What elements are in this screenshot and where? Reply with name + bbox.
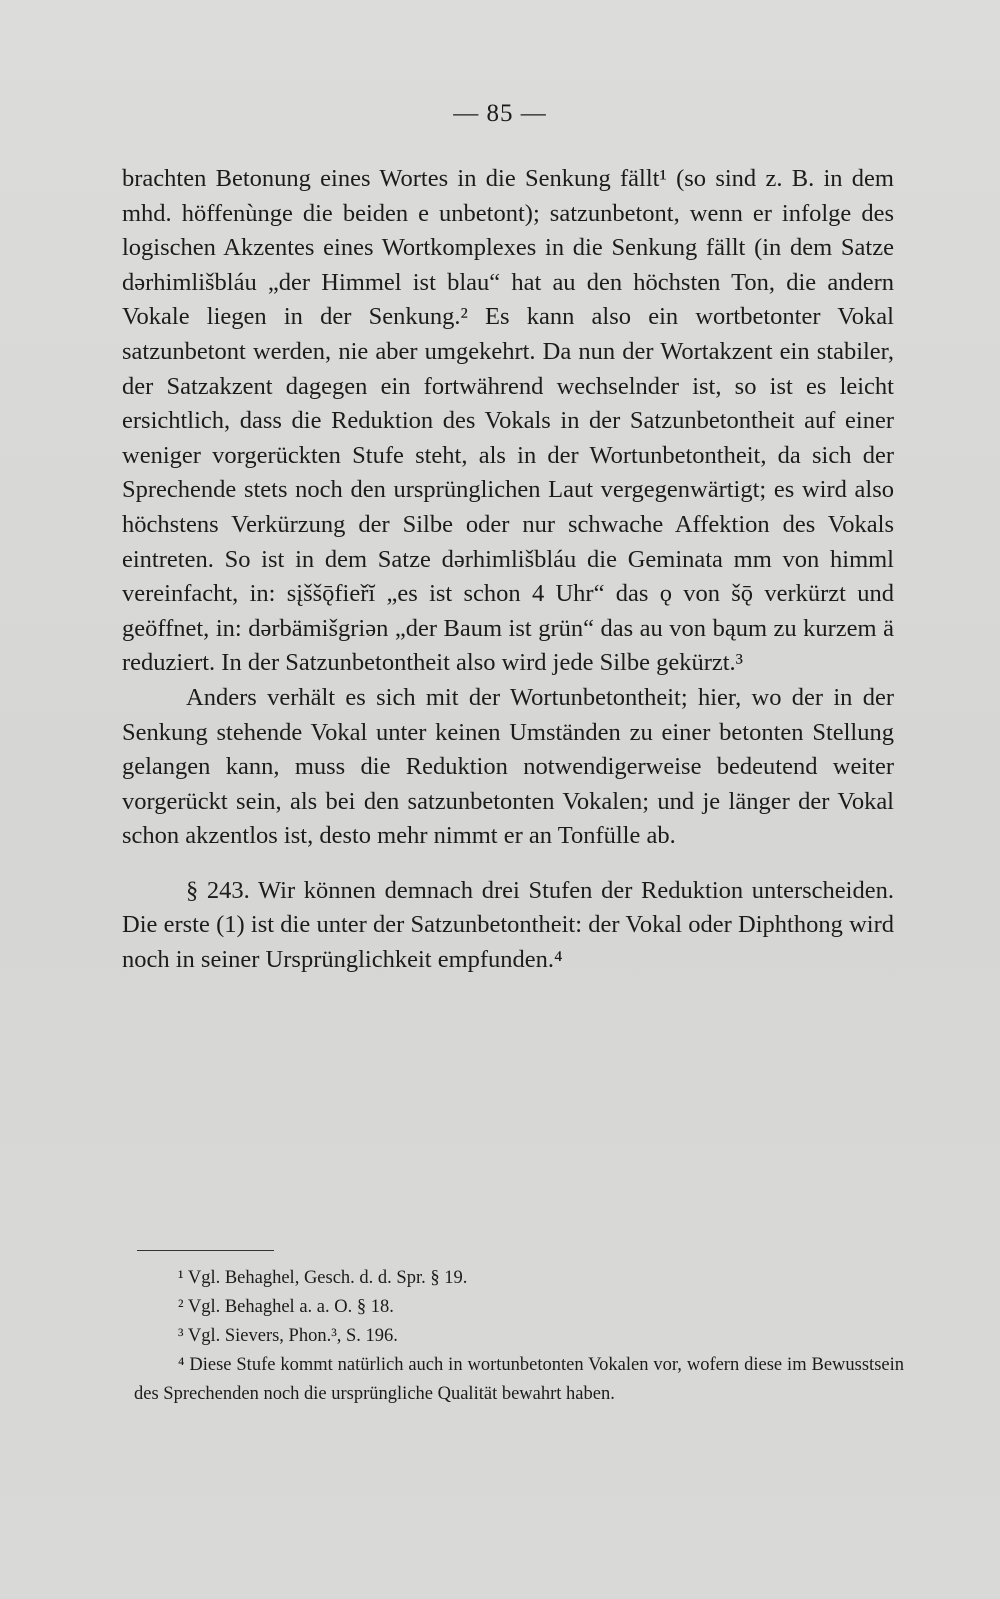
footnotes bbox=[134, 1264, 904, 1409]
paragraph-wortunbetontheit: Anders verhält es sich mit der Wortunbetontheit; hier, wo der in der Senkung stehende Vokal unter keinen Umständen zu einer betonten Stellung gelangen kann, muss die Reduktion notwendigerweise bedeutend weiter vorgerückt sein, als bei den satzunbetonten Vokalen; und je länger der Vokal schon akzentlos ist, desto mehr nimmt er an Tonfülle ab. bbox=[122, 683, 894, 850]
footnote-2: ² Vgl. Behaghel a. a. O. § 18. bbox=[178, 1297, 394, 1317]
footnote-1: ¹ Vgl. Behaghel, Gesch. d. d. Spr. § 19. bbox=[178, 1268, 468, 1288]
footnote-4: ⁴ Diese Stufe kommt natürlich auch in wortunbetonten Vokalen vor, wofern diese im Bewusstsein des Sprechenden noch die ursprüngliche Qualität bewahrt haben. bbox=[134, 1355, 904, 1404]
paragraph-section-243: § 243. Wir können demnach drei Stufen der Reduktion unterscheiden. Die erste (1) ist die unter der Satzunbetontheit: der Vokal oder Diphthong wird noch in seiner Ursprünglichkeit empfunden.⁴ bbox=[122, 876, 894, 974]
footnote-3: ³ Vgl. Sievers, Phon.³, S. 196. bbox=[178, 1326, 398, 1346]
page-number: — 85 — bbox=[453, 100, 547, 127]
main-text bbox=[122, 162, 894, 978]
paragraph-continuation: brachten Betonung eines Wortes in die Senkung fällt¹ (so sind z. B. in dem mhd. höffenùnge die beiden e unbetont); satzunbetont, wenn er infolge des logischen Akzentes eines Wortkomplexes in die Senkung fällt (in dem Satze dərhimlišbláu „der Himmel ist blau“ hat au den höchsten Ton, die andern Vokale liegen in der Senkung.² Es kann also ein wortbetonter Vokal satzunbetont werden, nie aber umgekehrt. Da nun der Wortakzent ein stabiler, der Satzakzent dagegen ein fortwährend wechselnder ist, so ist es leicht ersichtlich, dass die Reduktion des Vokals in der Satzunbetontheit auf einer weniger vorgerückten Stufe steht, als in der Wortunbetontheit, da sich der Sprechende stets noch den ursprünglichen Laut vergegenwärtigt; es wird also höchstens Verkürzung der Silbe oder nur schwache Affektion des Vokals eintreten. So ist in dem Satze dərhimlišbláu die Geminata mm von himml vereinfacht, in: sįššǭfieřĭ „es ist schon 4 Uhr“ das ǫ von šǭ verkürzt und geöffnet, in: dərbämišgriən „der Baum ist grün“ das au von bąum zu kurzem ä reduziert. In der Satzunbetontheit also wird jede Silbe gekürzt.³ bbox=[122, 165, 894, 677]
footnote-divider bbox=[137, 1250, 274, 1251]
